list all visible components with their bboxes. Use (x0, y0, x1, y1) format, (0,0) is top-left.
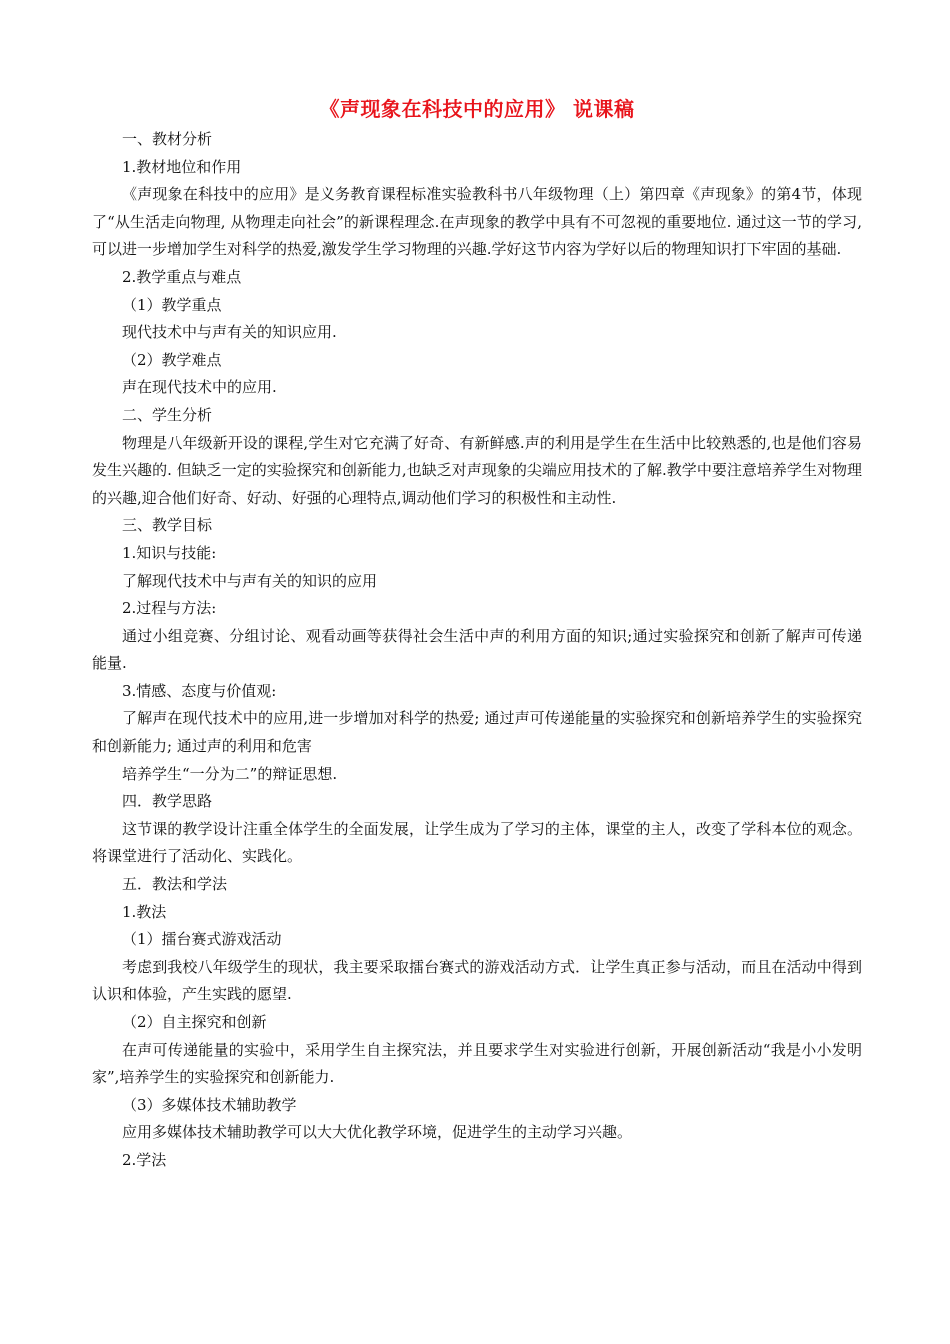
section-heading-textbook-analysis: 一、教材分析 (122, 130, 213, 148)
item-multimedia-label: （3）多媒体技术辅助教学 (122, 1095, 297, 1114)
paragraph-key-point: 现代技术中与声有关的知识应用. (122, 323, 337, 342)
document-page (92, 94, 862, 1175)
paragraph-multimedia: 应用多媒体技术辅助教学可以大大优化教学环境，促进学生的主动学习兴趣。 (122, 1123, 633, 1142)
subheading-key-difficult: 2.教学重点与难点 (122, 267, 242, 286)
item-arena-game-label: （1）擂台赛式游戏活动 (122, 930, 282, 949)
subheading-process-method: 2.过程与方法: (122, 599, 217, 618)
section-heading-student-analysis: 二、学生分析 (122, 405, 213, 424)
item-difficulty-label: （2）教学难点 (122, 350, 222, 369)
item-key-point-label: （1）教学重点 (122, 295, 222, 314)
subheading-teaching-method: 1.教法 (122, 902, 167, 921)
paragraph-student-analysis: 物理是八年级新开设的课程,学生对它充满了好奇、有新鲜感.声的利用是学生在生活中比较熟悉的,也是他们容易发生兴趣的. 但缺乏一定的实验探究和创新能力,也缺乏对声现象的尖端应用技术的了解.教学中要注意培养学生对物理的兴趣,迎合他们好奇、好动、好强的心理特点,调动他们学习的积极性和主动性. (92, 433, 862, 507)
item-inquiry-label: （2）自主探究和创新 (122, 1013, 267, 1031)
subheading-position-role: 1.教材地位和作用 (122, 157, 242, 176)
paragraph-inquiry: 在声可传递能量的实验中，采用学生自主探究法，并且要求学生对实验进行创新，开展创新活动“我是小小发明家”,培养学生的实验探究和创新能力. (92, 1040, 862, 1087)
paragraph-knowledge-skills: 了解现代技术中与声有关的知识的应用 (122, 571, 378, 590)
paragraph-teaching-ideas: 这节课的教学设计注重全体学生的全面发展，让学生成为了学习的主体，课堂的主人，改变了学科本位的观念。将课堂进行了活动化、实践化。 (92, 819, 862, 866)
paragraph-emotion-values: 了解声在现代技术中的应用,进一步增加对科学的热爱; 通过声可传递能量的实验探究和创新培养学生的实验探究和创新能力; 通过声的利用和危害 (92, 709, 862, 756)
paragraph-dialectic: 培养学生“一分为二”的辩证思想. (122, 764, 338, 783)
paragraph-process-method: 通过小组竞赛、分组讨论、观看动画等获得社会生活中声的利用方面的知识;通过实验探究和创新了解声可传递能量. (92, 626, 862, 673)
section-heading-teaching-ideas: 四．教学思路 (122, 792, 213, 811)
section-heading-teaching-goals: 三、教学目标 (122, 516, 213, 535)
paragraph-position-role: 《声现象在科技中的应用》是义务教育课程标准实验教科书八年级物理（上）第四章《声现象》的第4节，体现了“从生活走向物理, 从物理走向社会”的新课程理念.在声现象的教学中具有不可忽视的重要地位. 通过这一节的学习,可以进一步增加学生对科学的热爱,激发学生学习物理的兴趣.学好这节内容为学好以后的物理知识打下牢固的基础. (92, 185, 862, 259)
document-title: 《声现象在科技中的应用》 说课稿 (319, 97, 635, 121)
subheading-knowledge-skills: 1.知识与技能: (122, 543, 217, 562)
paragraph-arena-game: 考虑到我校八年级学生的现状，我主要采取擂台赛式的游戏活动方式．让学生真正参与活动，而且在活动中得到认识和体验，产生实践的愿望. (92, 957, 862, 1004)
subheading-emotion-values: 3.情感、态度与价值观: (122, 681, 277, 700)
subheading-learning-method: 2.学法 (122, 1150, 167, 1169)
paragraph-difficulty: 声在现代技术中的应用. (122, 378, 277, 397)
section-heading-methods: 五．教法和学法 (122, 875, 228, 894)
